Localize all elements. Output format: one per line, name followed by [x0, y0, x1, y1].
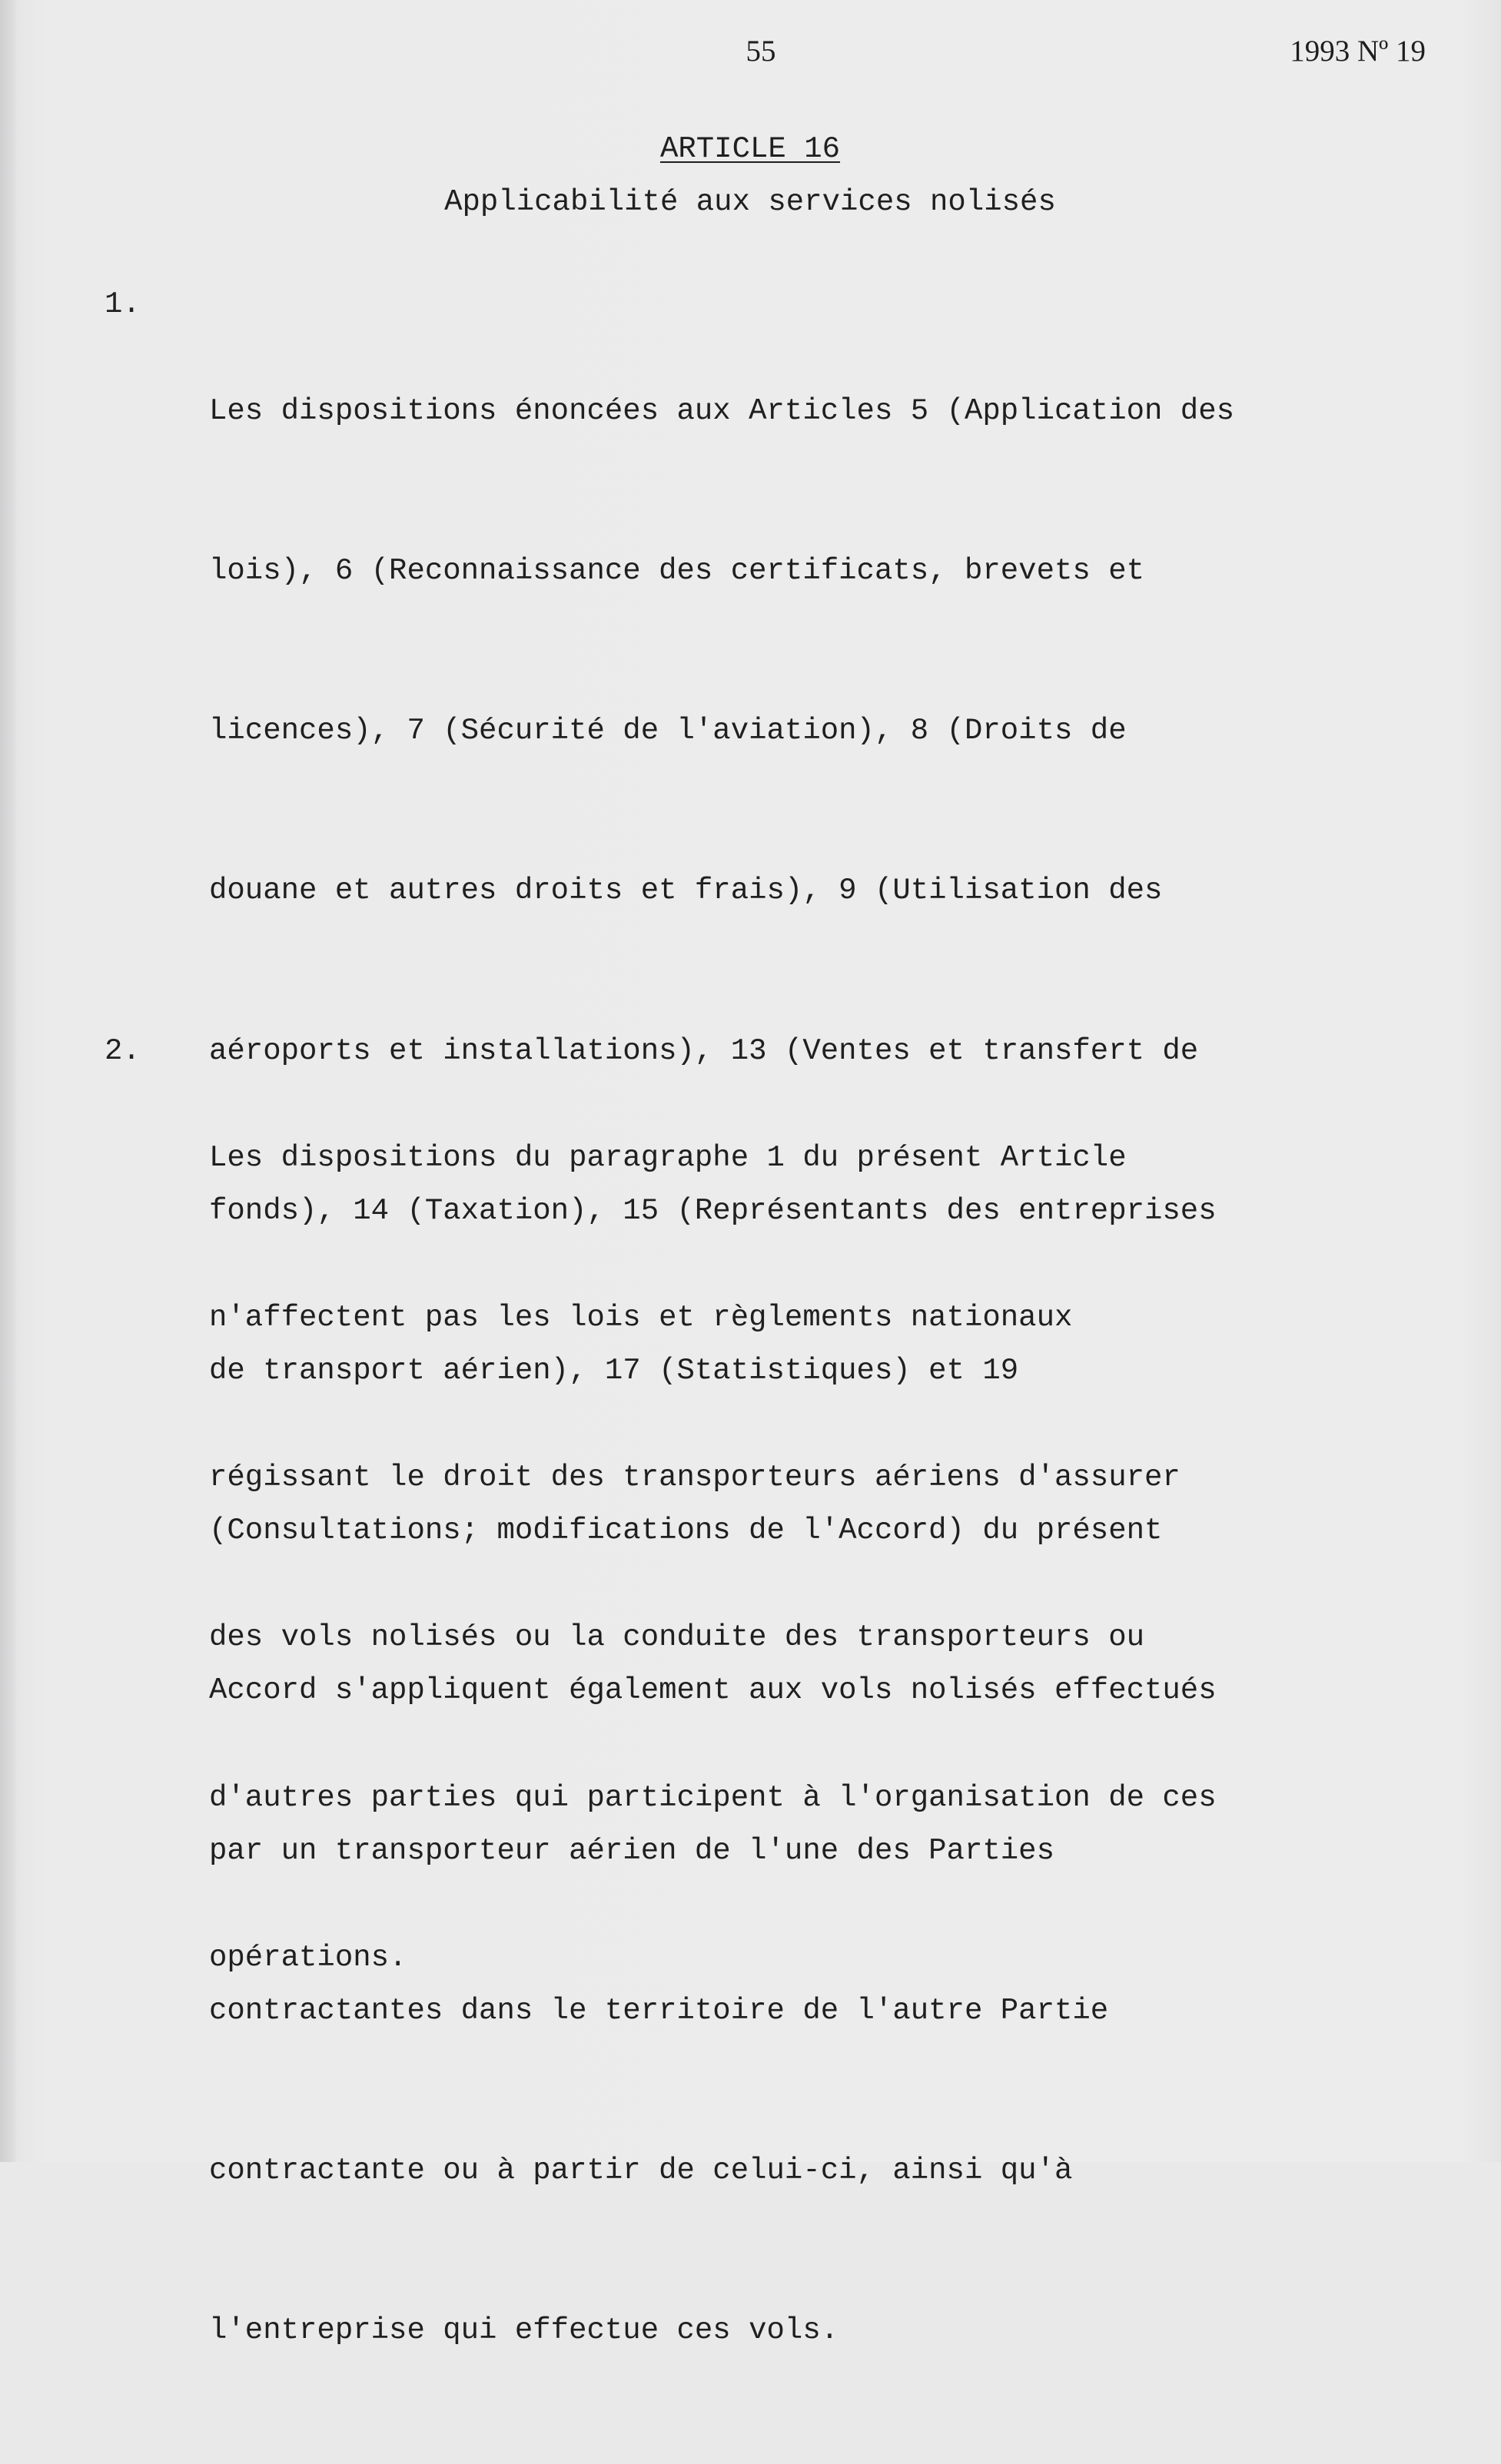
paragraph-1-line: Les dispositions énoncées aux Articles 5 (Application des	[209, 393, 1235, 428]
paragraph-2-number: 2.	[105, 1034, 141, 1068]
paragraph-2-line: d'autres parties qui participent à l'organisation de ces	[209, 1780, 1217, 1815]
page-number: 55	[746, 35, 776, 68]
paragraph-1-line: lois), 6 (Reconnaissance des certificats, brevets et	[209, 554, 1144, 589]
article-title-text: ARTICLE 16	[659, 132, 841, 166]
paragraph-1-line: de transport aérien), 17 (Statistiques) et 19	[209, 1354, 1019, 1388]
paragraph-1-line: Accord s'appliquent également aux vols nolisés effectués	[209, 1673, 1217, 1708]
paragraph-2-line: n'affectent pas les lois et règlements nationaux	[209, 1301, 1073, 1335]
paragraph-1-line: contractantes dans le territoire de l'autre Partie	[209, 1993, 1109, 2028]
paragraph-1-line: fonds), 14 (Taxation), 15 (Représentants des entreprises	[209, 1193, 1217, 1228]
paragraph-2-line: Les dispositions du paragraphe 1 du présent Article	[209, 1140, 1127, 1175]
paragraph-2-text	[209, 1025, 1454, 2091]
paragraph-1-line: aéroports et installations), 13 (Ventes et transfert de	[209, 1033, 1199, 1068]
paragraph-2-line: opérations.	[209, 1940, 407, 1975]
paragraph-1-line: l'entreprise qui effectue ces vols.	[209, 2313, 839, 2348]
paragraph-2-line: des vols nolisés ou la conduite des transporteurs ou	[209, 1620, 1144, 1655]
paragraph-1-line: (Consultations; modifications de l'Accord) du présent	[209, 1514, 1163, 1548]
paragraph-1-line: licences), 7 (Sécurité de l'aviation), 8 (Droits de	[209, 714, 1127, 748]
journal-reference: 1993 Nº 19	[1290, 35, 1426, 68]
paragraph-2-line: régissant le droit des transporteurs aériens d'assurer	[209, 1461, 1181, 1495]
paragraph-1-line: douane et autres droits et frais), 9 (Utilisation des	[209, 874, 1163, 908]
paragraph-1-line: par un transporteur aérien de l'une des Parties	[209, 1833, 1054, 1868]
page-spine-shadow	[0, 0, 17, 2162]
paragraph-1-number: 1.	[105, 287, 141, 321]
article-title	[596, 132, 904, 166]
paragraph-1-line: contractante ou à partir de celui-ci, ainsi qu'à	[209, 2154, 1073, 2188]
article-subtitle: Applicabilité aux services nolisés	[444, 185, 1056, 219]
